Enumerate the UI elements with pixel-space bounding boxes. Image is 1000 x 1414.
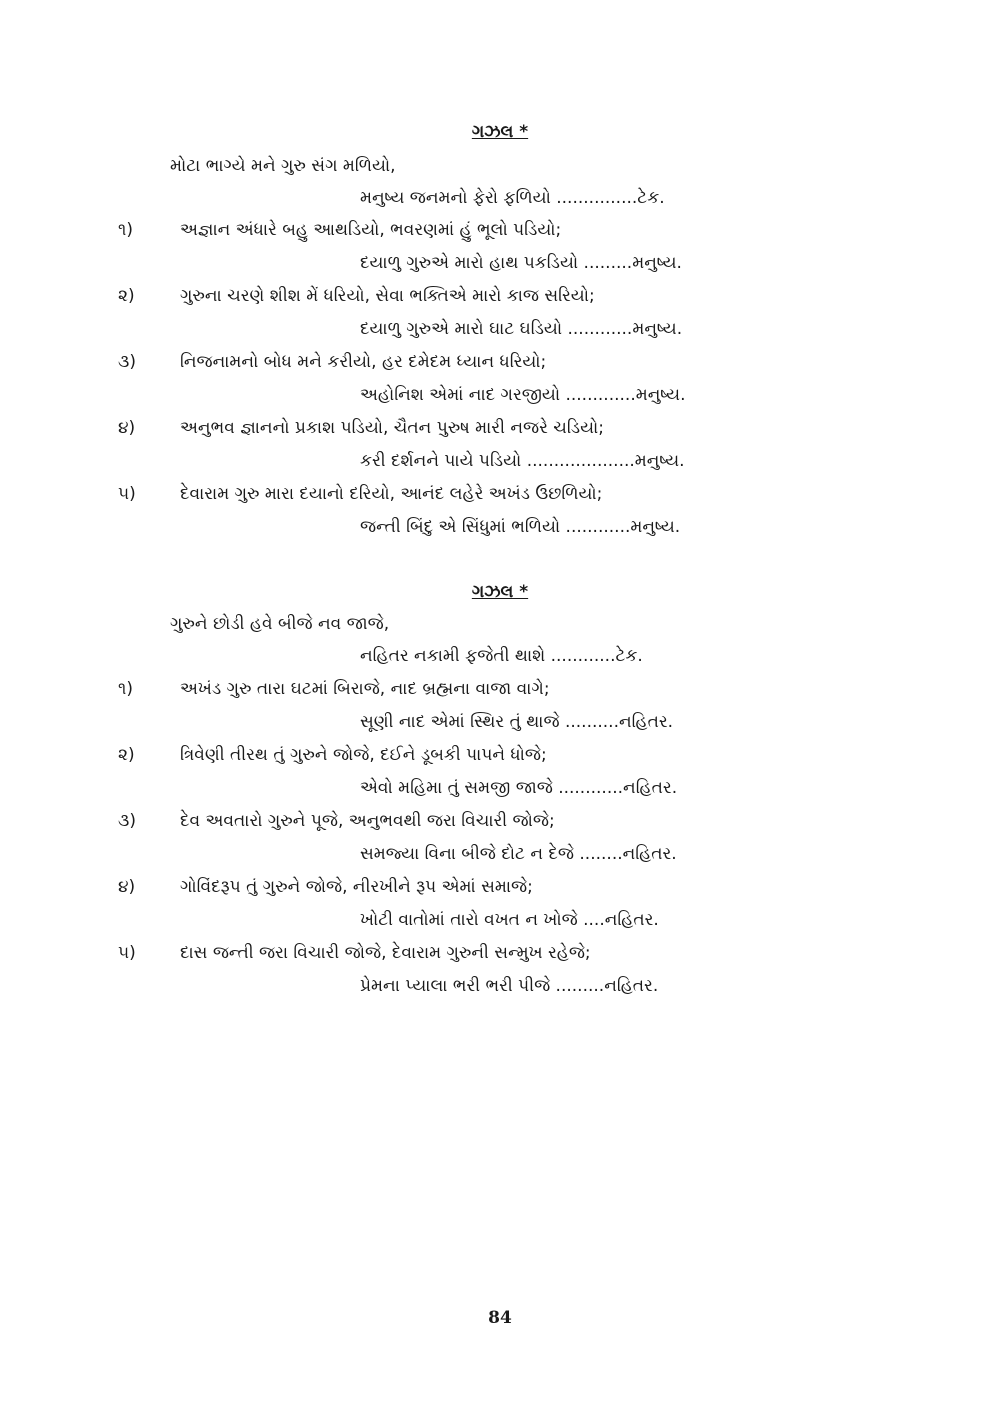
verse-line: ગુરુના ચરણે શીશ મેં ધરિયો, સેવા ભક્તિએ મારો કાજ સરિયો; xyxy=(180,286,595,306)
verse-line: ગોવિંદરૂપ તું ગુરુને જોજે, નીરખીને રૂપ એમાં સમાજે; xyxy=(180,877,533,897)
verse-number: ૨) xyxy=(118,745,135,765)
verse-line: અજ્ઞાન અંધારે બહુ આથડિયો, ભવરણમાં હું ભૂલો પડિયો; xyxy=(180,220,562,240)
verse-number: ૧) xyxy=(118,679,133,699)
verse-line: પ્રેમના પ્યાલા ભરી ભરી પીજે .........નહિતર. xyxy=(360,976,659,996)
verse-number: ૨) xyxy=(118,286,135,306)
verse-line: અહોનિશ એમાં નાદ ગરજીયો .............મનુષ્ય. xyxy=(360,385,686,405)
verse-line: દેવારામ ગુરુ મારા દયાનો દરિયો, આનંદ લહેરે અખંડ ઉછળિયો; xyxy=(180,484,603,504)
verse-line: સમજ્યા વિના બીજે દોટ ન દેજે ........નહિતર. xyxy=(360,844,677,864)
refrain-line: મનુષ્ય જનમનો ફેરો ફળિયો ...............ટેક. xyxy=(360,188,665,208)
verse-line: ત્રિવેણી તીરથ તું ગુરુને જોજે, દઈને ડૂબકી પાપને ધોજે; xyxy=(180,745,547,765)
poem-title: ગઝલ * xyxy=(471,122,529,142)
verse-number: ૪) xyxy=(118,418,136,438)
verse-line: કરી દર્શનને પાયે પડિયો ....................મનુષ્ય. xyxy=(360,451,685,471)
verse-line: દયાળુ ગુરુએ મારો હાથ પકડિયો .........મનુષ્ય. xyxy=(360,253,682,273)
verse-line: ખોટી વાતોમાં તારો વખત ન ખોજે ....નહિતર. xyxy=(360,910,659,930)
poem-title: ગઝલ * xyxy=(471,582,529,602)
verse-number: ૧) xyxy=(118,220,133,240)
verse-line: જન્તી બિંદુ એ સિંધુમાં ભળિયો ............મનુષ્ય. xyxy=(360,517,681,537)
page-number: 84 xyxy=(488,1308,512,1328)
verse-number: ૩) xyxy=(118,811,136,831)
refrain-line: ગુરુને છોડી હવે બીજે નવ જાજે, xyxy=(170,614,390,634)
refrain-line: મોટા ભાગ્યે મને ગુરુ સંગ મળિયો, xyxy=(170,156,396,176)
verse-line: એવો મહિમા તું સમજી જાજે ............નહિતર. xyxy=(360,778,678,798)
verse-number: ૩) xyxy=(118,352,136,372)
verse-number: ૪) xyxy=(118,877,136,897)
verse-number: ૫) xyxy=(118,484,136,504)
verse-number: ૫) xyxy=(118,943,136,963)
verse-line: અનુભવ જ્ઞાનનો પ્રકાશ પડિયો, ચૈતન પુરુષ મારી નજરે ચડિયો; xyxy=(180,418,604,438)
refrain-line: નહિતર નકામી ફજેતી થાશે ............ટેક. xyxy=(360,646,643,666)
verse-line: નિજનામનો બોધ મને કરીયો, હર દમેદમ ધ્યાન ધરિયો; xyxy=(180,352,547,372)
verse-line: દયાળુ ગુરુએ મારો ઘાટ ઘડિયો ............મનુષ્ય. xyxy=(360,319,683,339)
verse-line: દેવ અવતારો ગુરુને પૂજે, અનુભવથી જરા વિચારી જોજે; xyxy=(180,811,555,831)
verse-line: સૂણી નાદ એમાં સ્થિર તું થાજે ..........નહિતર. xyxy=(360,712,674,732)
verse-line: દાસ જન્તી જરા વિચારી જોજે, દેવારામ ગુરુની સન્મુખ રહેજે; xyxy=(180,943,591,963)
verse-line: અખંડ ગુરુ તારા ઘટમાં બિરાજે, નાદ બ્રહ્મના વાજા વાગે; xyxy=(180,679,550,699)
